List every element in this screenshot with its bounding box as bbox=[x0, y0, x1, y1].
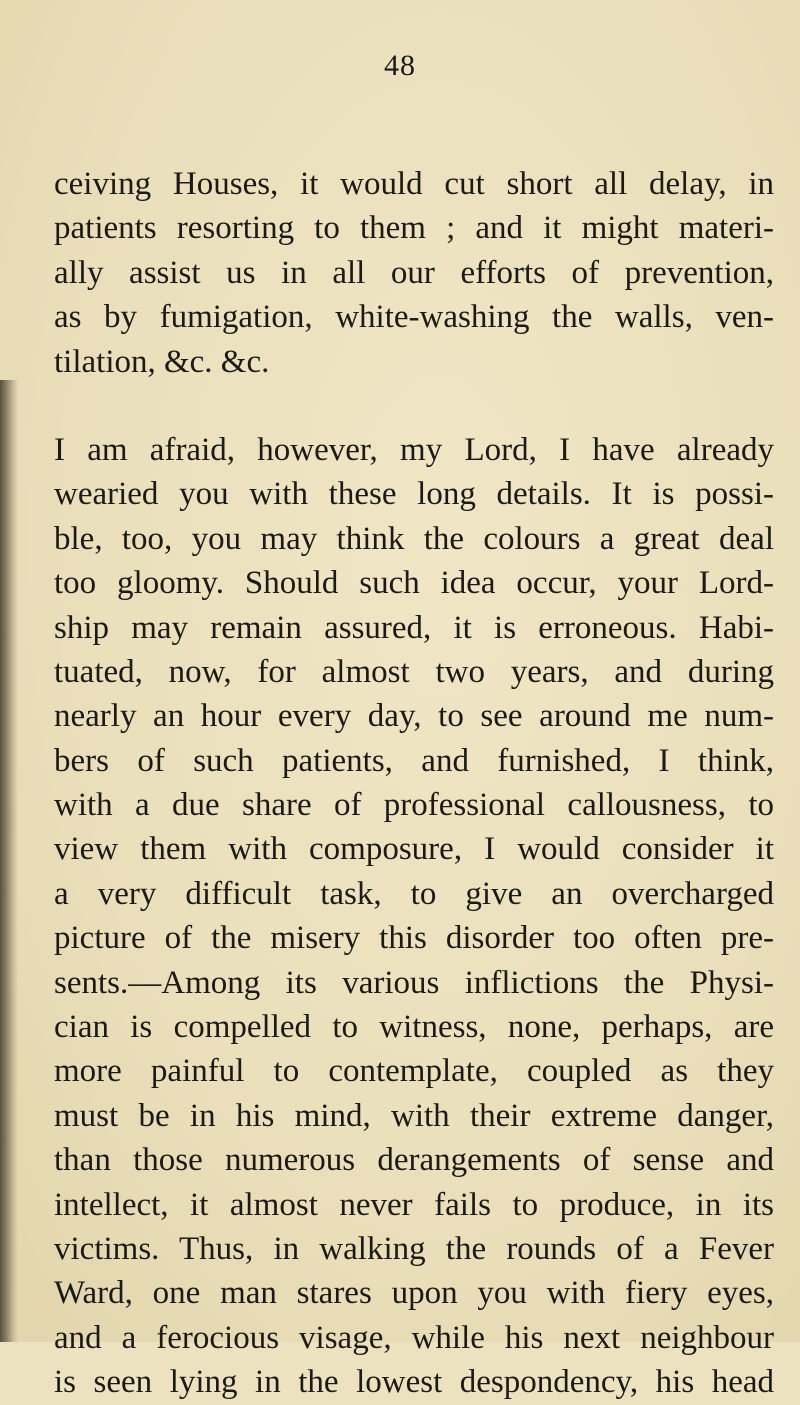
text-line: is seen lying in the lowest despondency, his head bbox=[54, 1364, 774, 1401]
text-line: I am afraid, however, my Lord, I have already bbox=[54, 431, 774, 468]
body-text bbox=[54, 162, 774, 1405]
text-line: view them with composure, I would consider it bbox=[54, 831, 774, 868]
paragraph bbox=[54, 162, 774, 384]
text-line: patients resorting to them ; and it might materi- bbox=[54, 210, 774, 247]
page-binding-edge bbox=[0, 380, 18, 1342]
text-line: ally assist us in all our efforts of prevention, bbox=[54, 254, 774, 291]
text-line: must be in his mind, with their extreme danger, bbox=[54, 1097, 774, 1134]
page-number: 48 bbox=[384, 49, 416, 82]
text-line: and a ferocious visage, while his next neighbour bbox=[54, 1319, 774, 1356]
text-line: bers of such patients, and furnished, I think, bbox=[54, 742, 774, 779]
paragraph-gap bbox=[54, 384, 774, 428]
text-line: wearied you with these long details. It is possi- bbox=[54, 476, 774, 513]
text-line: sents.—Among its various inflictions the Physi- bbox=[54, 964, 774, 1001]
text-line: ship may remain assured, it is erroneous. Habi- bbox=[54, 609, 774, 646]
text-line: victims. Thus, in walking the rounds of a Fever bbox=[54, 1230, 774, 1267]
text-line: intellect, it almost never fails to produce, in its bbox=[54, 1186, 774, 1223]
text-line: than those numerous derangements of sense and bbox=[54, 1142, 774, 1179]
text-line: ble, too, you may think the colours a great deal bbox=[54, 520, 774, 557]
text-line: more painful to contemplate, coupled as they bbox=[54, 1053, 774, 1090]
text-line: as by fumigation, white-washing the walls, ven- bbox=[54, 299, 774, 336]
text-line: too gloomy. Should such idea occur, your Lord- bbox=[54, 565, 774, 602]
text-line: with a due share of professional callousness, to bbox=[54, 787, 774, 824]
text-line: ceiving Houses, it would cut short all delay, in bbox=[54, 166, 774, 202]
text-line: cian is compelled to witness, none, perhaps, are bbox=[54, 1009, 774, 1046]
text-line: picture of the misery this disorder too often pre- bbox=[54, 920, 774, 957]
text-line: tilation, &c. &c. bbox=[54, 343, 270, 380]
text-line: a very difficult task, to give an overcharged bbox=[54, 875, 774, 912]
text-line: tuated, now, for almost two years, and during bbox=[54, 653, 774, 690]
text-line: nearly an hour every day, to see around me num- bbox=[54, 698, 774, 735]
text-line: Ward, one man stares upon you with fiery eyes, bbox=[54, 1275, 774, 1312]
paragraph bbox=[54, 428, 774, 1405]
